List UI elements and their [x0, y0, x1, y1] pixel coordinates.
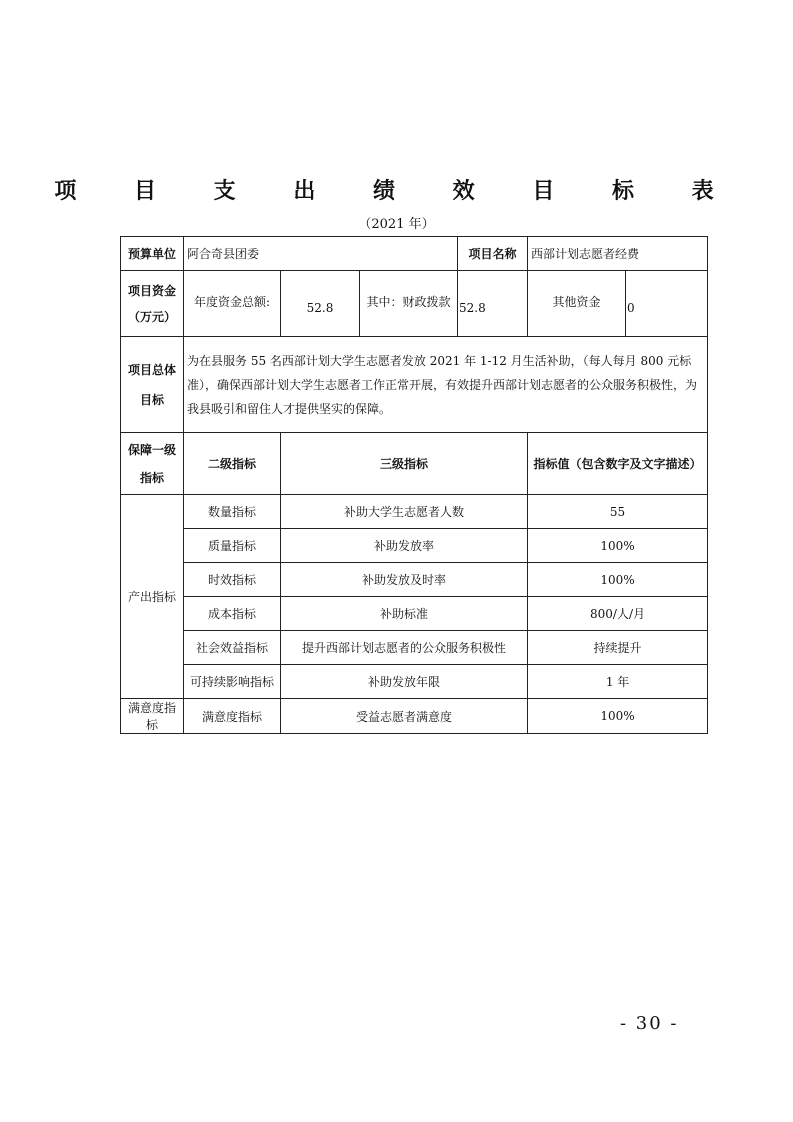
budget-unit-row	[121, 237, 708, 271]
funds-total-label: 年度资金总额:	[184, 271, 281, 337]
funds-row	[121, 271, 708, 337]
table-row	[121, 563, 708, 597]
budget-unit-value: 阿合奇县团委	[184, 237, 458, 271]
satisfaction-value: 100%	[528, 699, 708, 734]
funds-other-value: 0	[626, 271, 708, 337]
goal-text: 为在县服务 55 名西部计划大学生志愿者发放 2021 年 1-12 月生活补助，（每人每月 800 元标准），确保西部计划大学生志愿者工作正常开展，有效提升西部计划志愿者的公众服务积极性，为我县吸引和留住人才提供坚实的保障。	[184, 337, 708, 433]
header-level3: 三级指标	[281, 433, 528, 495]
header-value: 指标值（包含数字及文字描述）	[528, 433, 708, 495]
table-row	[121, 529, 708, 563]
satisfaction-level2: 满意度指标	[184, 699, 281, 734]
row-value: 100%	[528, 529, 708, 563]
performance-table	[120, 236, 708, 734]
row-level3: 补助发放及时率	[281, 563, 528, 597]
row-level2: 成本指标	[184, 597, 281, 631]
page-title: 项 目 支 出 绩 效 目 标 表	[54, 179, 739, 204]
header-level2: 二级指标	[184, 433, 281, 495]
satisfaction-level1: 满意度指标	[121, 699, 184, 734]
row-level2: 社会效益指标	[184, 631, 281, 665]
row-level3: 补助发放率	[281, 529, 528, 563]
row-value: 100%	[528, 563, 708, 597]
table-row	[121, 495, 708, 529]
page-number: - 30 -	[620, 1013, 679, 1034]
row-level2: 时效指标	[184, 563, 281, 597]
row-level2: 可持续影响指标	[184, 665, 281, 699]
goal-label: 项目总体目标	[121, 337, 184, 433]
budget-unit-label: 预算单位	[121, 237, 184, 271]
row-value: 800/人/月	[528, 597, 708, 631]
table-row	[121, 631, 708, 665]
project-name-value: 西部计划志愿者经费	[528, 237, 708, 271]
table-row	[121, 597, 708, 631]
funds-label: 项目资金（万元）	[121, 271, 184, 337]
satisfaction-level3: 受益志愿者满意度	[281, 699, 528, 734]
funds-other-label: 其他资金	[528, 271, 626, 337]
row-level2: 数量指标	[184, 495, 281, 529]
header-level1: 保障一级指标	[121, 433, 184, 495]
row-value: 持续提升	[528, 631, 708, 665]
funds-total-value: 52.8	[281, 271, 360, 337]
row-level3: 补助发放年限	[281, 665, 528, 699]
row-level2: 质量指标	[184, 529, 281, 563]
goal-row	[121, 337, 708, 433]
satisfaction-row	[121, 699, 708, 734]
row-level3: 补助标准	[281, 597, 528, 631]
table-row	[121, 665, 708, 699]
row-value: 1 年	[528, 665, 708, 699]
row-value: 55	[528, 495, 708, 529]
output-level1: 产出指标	[121, 495, 184, 699]
funds-fiscal-value: 52.8	[458, 271, 528, 337]
page-subtitle: （2021 年）	[358, 217, 435, 232]
project-name-label: 项目名称	[458, 237, 528, 271]
row-level3: 补助大学生志愿者人数	[281, 495, 528, 529]
row-level3: 提升西部计划志愿者的公众服务积极性	[281, 631, 528, 665]
header-row	[121, 433, 708, 495]
funds-fiscal-label: 其中：财政拨款	[360, 271, 458, 337]
